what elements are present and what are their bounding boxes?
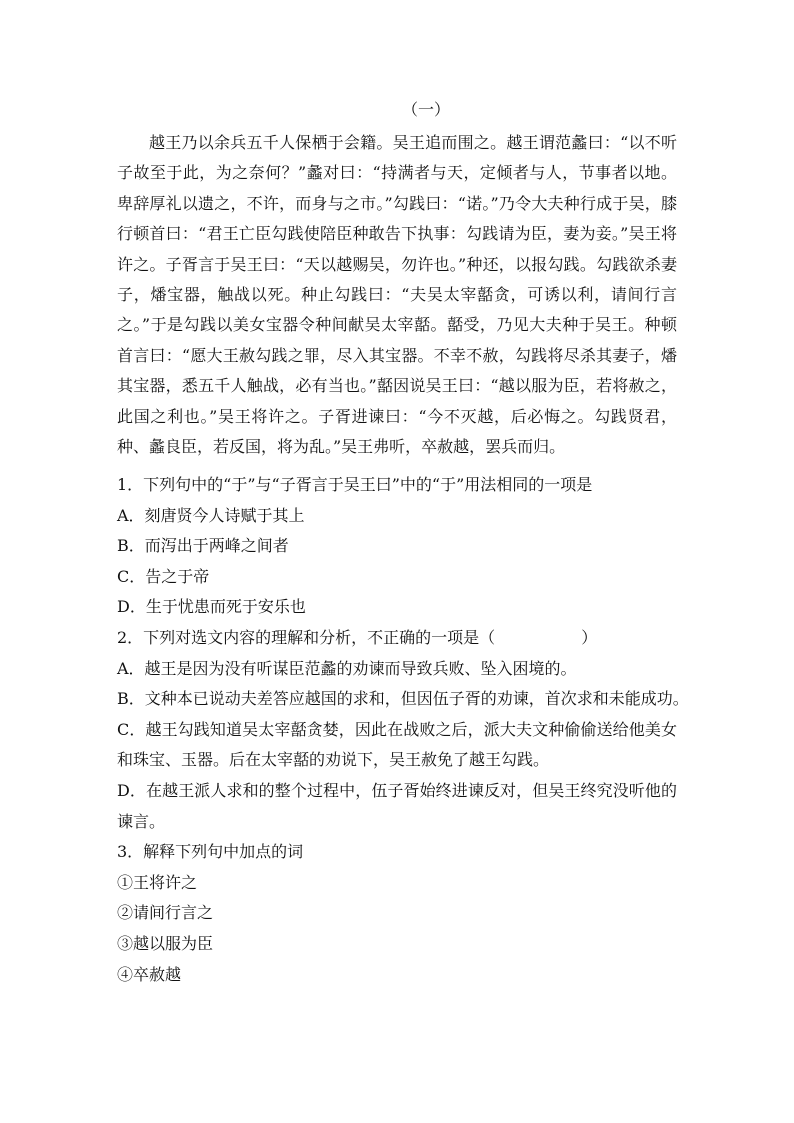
question-1-option-c: C．告之于帝 (117, 566, 210, 586)
question-2-option-d: D．在越王派人求和的整个过程中，伍子胥始终进谏反对，但吴王终究没听他的谏言。 (117, 780, 677, 831)
question-2-stem-end: ） (581, 627, 598, 647)
question-2-stem-text: 2．下列对选文内容的理解和分析，不正确的一项是（ (117, 627, 496, 647)
question-2-option-b: B．文种本已说动夫差答应越国的求和，但因伍子胥的劝谏，首次求和未能成功。 (117, 689, 689, 709)
question-1-option-b: B．而泻出于两峰之间者 (117, 536, 289, 556)
question-3-stem: 3．解释下列句中加点的词 (117, 842, 304, 862)
question-1-stem: 1．下列句中的“于”与“子胥言于吴王曰”中的“于”用法相同的一项是 (117, 475, 593, 494)
question-2-option-c: C．越王勾践知道吴太宰嚭贪婪，因此在战败之后，派大夫文种偷偷送给他美女和珠宝、玉器。后在太宰嚭的劝说下，吴王赦免了越王勾践。 (117, 719, 677, 770)
question-1-option-a: A．刻唐贤今人诗赋于其上 (117, 505, 305, 525)
question-3-item-4: ④卒赦越 (117, 964, 182, 984)
question-2-option-a: A．越王是因为没有听谋臣范蠡的劝谏而导致兵败、坠入困境的。 (117, 658, 577, 678)
question-3-item-3: ③越以服为臣 (117, 933, 214, 953)
questions-section (117, 470, 689, 990)
question-3-item-2: ②请间行言之 (117, 903, 214, 923)
classical-passage: 越王乃以余兵五千人保栖于会籍。吴王追而围之。越王谓范蠡曰：“以不听子故至于此，为之奈何？”蠡对曰：“持满者与天，定倾者与人，节事者以地。卑辞厚礼以遗之，不许，而身与之市。”勾践曰：“诺。”乃令大夫种行成于吴，膝行顿首曰：“君王亡臣勾践使陪臣种敢告下执事：勾践请为臣，妻为妾。”吴王将许之。子胥言于吴王曰：“天以越赐吴，勿许也。”种还，以报勾践。勾践欲杀妻子，燔宝器，触战以死。种止勾践曰：“夫吴太宰嚭贪，可诱以利，请间行言之。”于是勾践以美女宝器令种间献吴太宰嚭。嚭受，乃见大夫种于吴王。种顿首言曰：“愿大王赦勾践之罪，尽入其宝器。不幸不赦，勾践将尽杀其妻子，燔其宝器，悉五千人触战，必有当也。”嚭因说吴王曰：“越以服为臣，若将赦之，此国之利也。”吴王将许之。子胥进谏曰：“今不灭越，后必悔之。勾践贤君，种、蠡良臣，若反国，将为乱。”吴王弗听，卒赦越，罢兵而归。 (117, 133, 677, 457)
question-3-item-1: ①王将许之 (117, 872, 198, 892)
question-1-option-d: D．生于忧患而死于安乐也 (117, 597, 306, 617)
question-2-stem (117, 623, 677, 654)
section-title: （一） (401, 100, 450, 119)
